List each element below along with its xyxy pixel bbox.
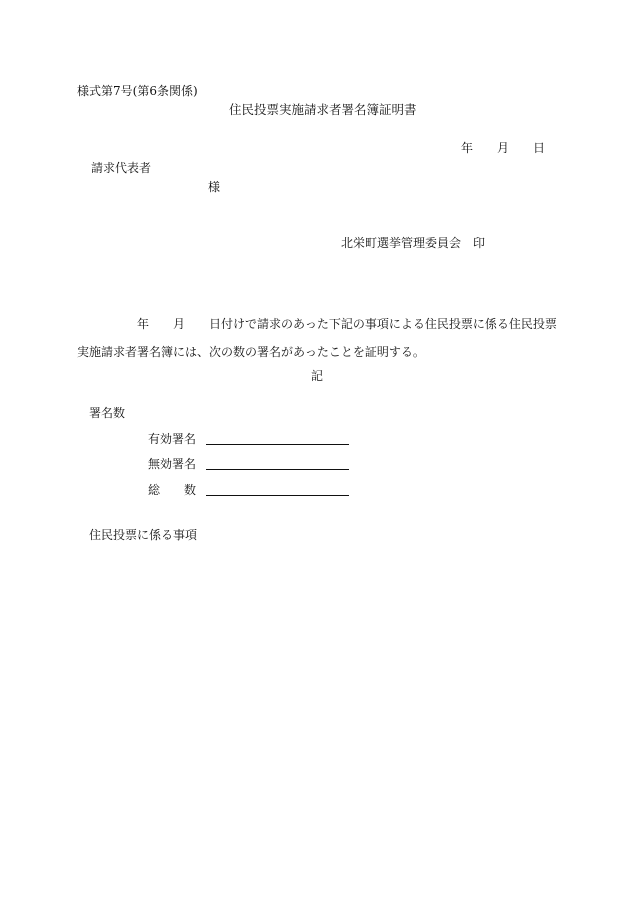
body-line-1 — [137, 318, 557, 330]
body-line-2: 実施請求者署名簿には、次の数の署名があったことを証明する。 — [77, 345, 425, 359]
body-year: 年 — [137, 317, 150, 331]
addressee-label: 請求代表者 — [91, 161, 152, 175]
valid-signatures-label: 有効署名 — [148, 432, 197, 446]
ki-heading: 記 — [311, 369, 324, 383]
date-month: 月 — [497, 141, 510, 155]
addressee-honorific: 様 — [208, 180, 221, 194]
invalid-signatures-line — [206, 469, 349, 470]
valid-signatures-line — [206, 444, 349, 445]
date-day: 日 — [533, 141, 546, 155]
invalid-signatures-label: 無効署名 — [148, 457, 197, 471]
form-number: 様式第7号(第6条関係) — [77, 84, 198, 98]
date-year: 年 — [461, 141, 474, 155]
date-line — [461, 142, 545, 154]
total-signatures-line — [206, 495, 349, 496]
issuer-name: 北栄町選挙管理委員会 — [341, 236, 462, 250]
issuer-line — [341, 237, 485, 249]
signature-count-heading: 署名数 — [89, 406, 126, 420]
total-signatures-label: 総 数 — [148, 483, 197, 497]
matters-heading: 住民投票に係る事項 — [89, 528, 198, 542]
seal-mark: 印 — [473, 236, 486, 250]
body-month: 月 — [173, 317, 186, 331]
document-title: 住民投票実施請求者署名簿証明書 — [229, 102, 417, 117]
body-text-1: 日付けで請求のあった下記の事項による住民投票に係る住民投票 — [209, 317, 557, 331]
